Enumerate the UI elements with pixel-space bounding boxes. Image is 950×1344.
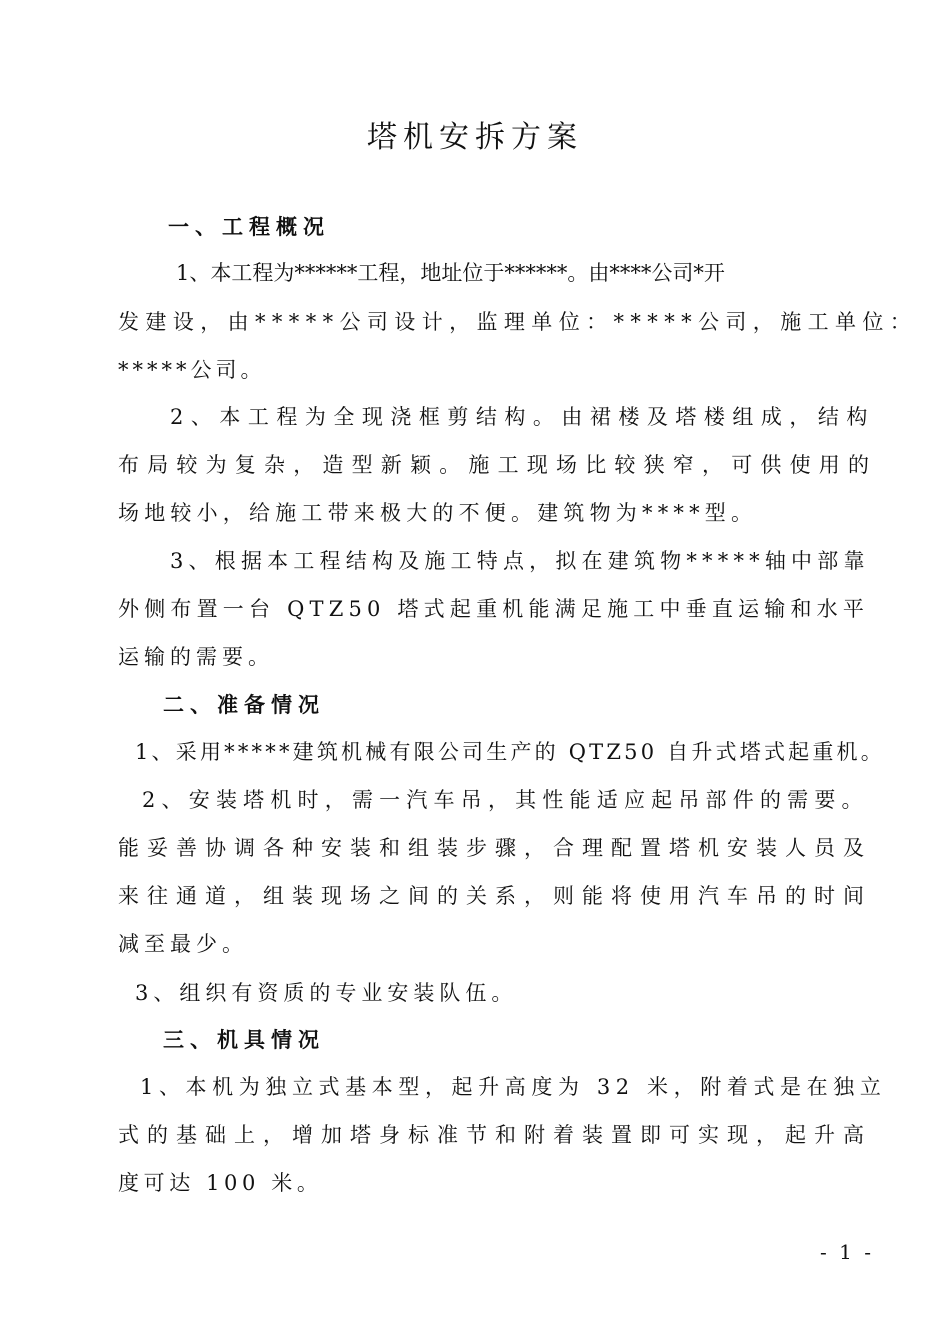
- paragraph-line: 来往通道，组装现场之间的关系，则能将使用汽车吊的时间: [118, 884, 872, 908]
- paragraph-line: 运输的需要。: [118, 645, 274, 669]
- paragraph-line: 1、采用*****建筑机械有限公司生产的 QTZ50 自升式塔式起重机。: [135, 740, 885, 764]
- paragraph-line: 布局较为复杂，造型新颖。施工现场比较狭窄，可供使用的: [118, 453, 878, 477]
- paragraph-line: 发建设，由*****公司设计，监理单位：*****公司，施工单位：: [118, 310, 918, 334]
- paragraph-line: 2、本工程为全现浇框剪结构。由裙楼及塔楼组成，结构: [170, 405, 875, 429]
- paragraph-line: 1、本工程为******工程，地址位于******。由****公司*开: [176, 261, 725, 285]
- paragraph-line: 2、安装塔机时，需一汽车吊，其性能适应起吊部件的需要。: [142, 788, 869, 812]
- section-heading-1: 一、工程概况: [168, 214, 330, 239]
- paragraph-line: 场地较小，给施工带来极大的不便。建筑物为****型。: [118, 501, 758, 525]
- paragraph-line: 3、根据本工程结构及施工特点，拟在建筑物*****轴中部靠: [170, 549, 870, 573]
- section-heading-3: 三、机具情况: [163, 1027, 325, 1052]
- section-heading-2: 二、准备情况: [163, 692, 325, 717]
- paragraph-line: 式的基础上，增加塔身标准节和附着装置即可实现，起升高: [118, 1123, 872, 1147]
- paragraph-line: 外侧布置一台 QTZ50 塔式起重机能满足施工中垂直运输和水平: [118, 597, 870, 621]
- paragraph-line: 能妥善协调各种安装和组装步骤，合理配置塔机安装人员及: [118, 836, 872, 860]
- paragraph-line: 减至最少。: [118, 932, 248, 956]
- paragraph-line: 3、组织有资质的专业安装队伍。: [135, 981, 518, 1005]
- paragraph-line: 度可达 100 米。: [118, 1171, 323, 1195]
- paragraph-line: 1、本机为独立式基本型，起升高度为 32 米，附着式是在独立: [140, 1075, 887, 1099]
- paragraph-line: *****公司。: [118, 358, 266, 382]
- document-title: 塔机安拆方案: [367, 120, 583, 155]
- page-number: - 1 -: [820, 1240, 874, 1264]
